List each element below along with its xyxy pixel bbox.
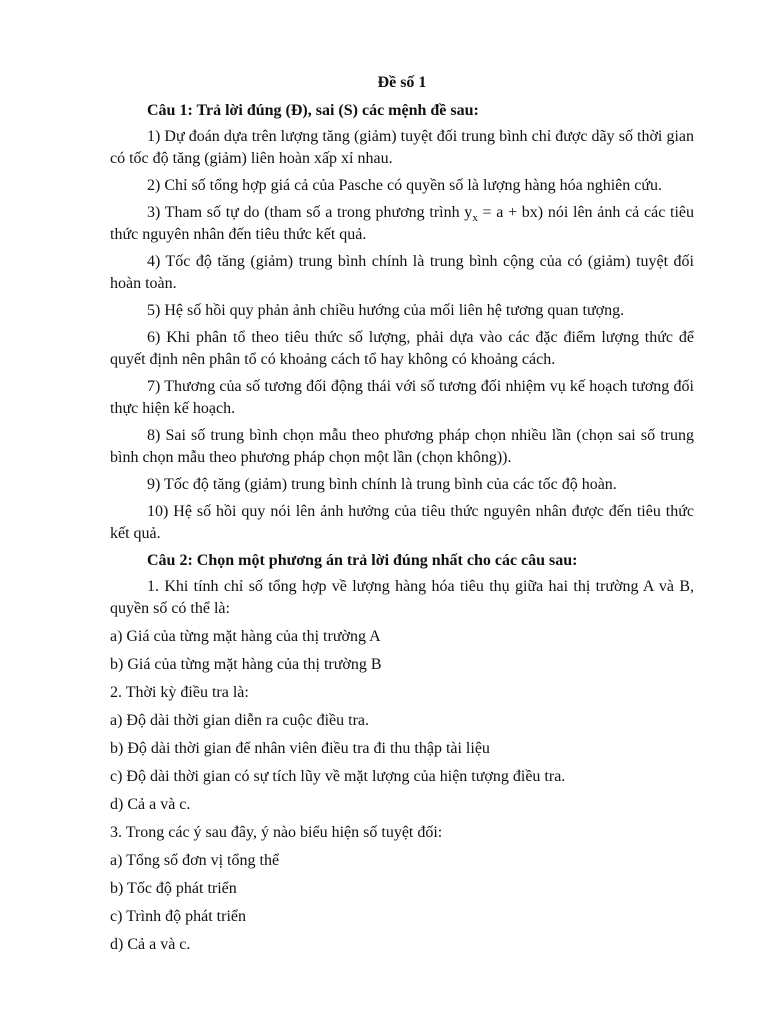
statement-9: 9) Tốc độ tăng (giảm) trung bình chính là trung bình của các tốc độ hoàn. bbox=[147, 476, 617, 493]
mcq-3-stem: 3. Trong các ý sau đây, ý nào biểu hiện số tuyệt đối: bbox=[110, 824, 443, 841]
statement-3-text: 3) Tham số tự do (tham số a trong phương trình y bbox=[147, 204, 473, 221]
mcq-2-stem: 2. Thời kỳ điều tra là: bbox=[110, 684, 249, 701]
statement-4: 4) Tốc độ tăng (giảm) trung bình chính là trung bình cộng của có (giảm) tuyệt đối hoàn toàn. bbox=[110, 253, 694, 292]
mcq-3-option-a: a) Tổng số đơn vị tổng thể bbox=[110, 852, 280, 869]
statement-8: 8) Sai số trung bình chọn mẫu theo phương pháp chọn nhiều lần (chọn sai số trung bình chọn mẫu theo phương pháp chọn một lần (chọn không)). bbox=[110, 427, 694, 466]
document-title: Đề số 1 bbox=[377, 74, 427, 91]
mcq-1-stem: 1. Khi tính chỉ số tổng hợp về lượng hàng hóa tiêu thụ giữa hai thị trường A và B, quyền số có thể là: bbox=[110, 578, 694, 617]
mcq-2-option-c: c) Độ dài thời gian có sự tích lũy về mặt lượng của hiện tượng điều tra. bbox=[110, 768, 566, 785]
mcq-3-option-c: c) Trình độ phát triển bbox=[110, 908, 246, 925]
mcq-3-option-d: d) Cả a và c. bbox=[110, 936, 191, 953]
statement-5: 5) Hệ số hồi quy phản ảnh chiều hướng của mối liên hệ tương quan tượng. bbox=[147, 302, 625, 319]
statement-3-subscript: x bbox=[472, 212, 478, 225]
mcq-2-option-b: b) Độ dài thời gian để nhân viên điều tra đi thu thập tài liệu bbox=[110, 740, 490, 757]
mcq-2-option-a: a) Độ dài thời gian diễn ra cuộc điều tra. bbox=[110, 712, 370, 729]
mcq-2-option-d: d) Cả a và c. bbox=[110, 796, 191, 813]
document-page bbox=[110, 72, 694, 962]
statement-7: 7) Thương của số tương đối động thái với số tương đối nhiệm vụ kế hoạch tương đối thực hiện kế hoạch. bbox=[110, 378, 694, 417]
statement-2: 2) Chỉ số tổng hợp giá cả của Pasche có quyền số là lượng hàng hóa nghiên cứu. bbox=[147, 177, 663, 194]
statement-1: 1) Dự đoán dựa trên lượng tăng (giảm) tuyệt đối trung bình chỉ được dãy số thời gian có tốc độ tăng (giảm) liên hoàn xấp xỉ nhau. bbox=[110, 128, 694, 167]
mcq-1-option-b: b) Giá của từng mặt hàng của thị trường B bbox=[110, 656, 382, 673]
question-2-heading: Câu 2: Chọn một phương án trả lời đúng nhất cho các câu sau: bbox=[147, 552, 578, 569]
question-1-heading: Câu 1: Trả lời đúng (Đ), sai (S) các mệnh đề sau: bbox=[147, 102, 479, 119]
mcq-1-option-a: a) Giá của từng mặt hàng của thị trường A bbox=[110, 628, 381, 645]
statement-10: 10) Hệ số hồi quy nói lên ảnh hưởng của tiêu thức nguyên nhân được đến tiêu thức kết quả. bbox=[110, 503, 694, 542]
statement-6: 6) Khi phân tổ theo tiêu thức số lượng, phải dựa vào các đặc điểm lượng thức để quyết định nên phân tổ có khoảng cách tổ hay không có khoảng cách. bbox=[110, 329, 694, 368]
mcq-3-option-b: b) Tốc độ phát triển bbox=[110, 880, 237, 897]
statement-3-rest: = a + bx) nói lên ảnh cả các tiêu thức nguyên nhân đến tiêu thức kết quả. bbox=[110, 204, 694, 243]
statement-3 bbox=[110, 202, 694, 246]
